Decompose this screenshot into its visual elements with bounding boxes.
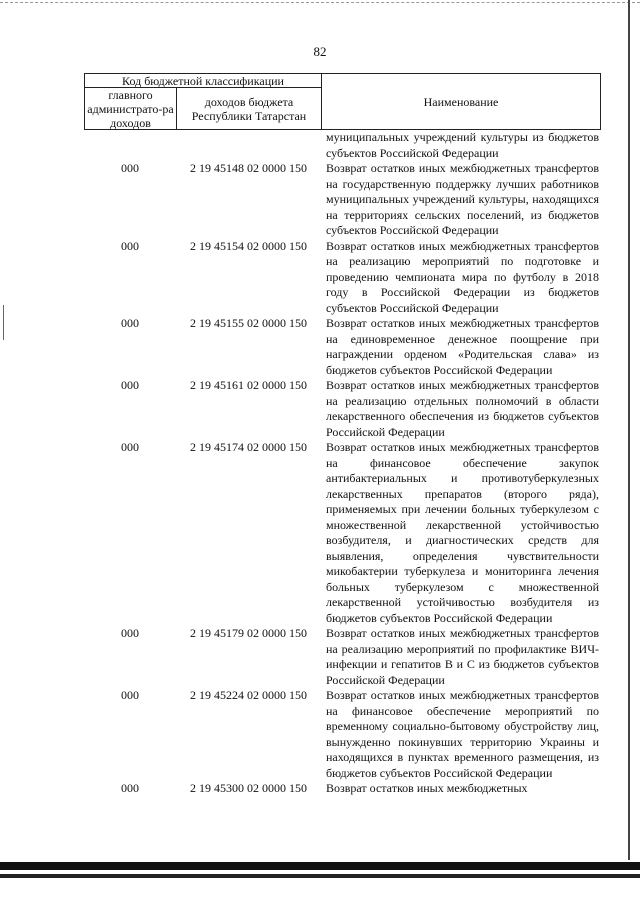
header-code-group: Код бюджетной классификации [85,74,322,88]
table-row [84,781,601,797]
income-code: 2 19 45300 02 0000 150 [190,781,307,795]
table-row [84,688,601,781]
income-code: 2 19 45179 02 0000 150 [190,626,307,640]
continuation-row [84,130,601,161]
header-name-column: Наименование [423,94,499,109]
row-name: Возврат остатков иных межбюджетных [326,781,528,795]
row-name: Возврат остатков иных межбюджетных трансфертов на реализацию мероприятий по подготовке и проведению чемпионата мира по футболу в 2018 году в Российской Федерации из бюджетов субъектов Российской Федерации [326,238,599,315]
income-code: 2 19 45174 02 0000 150 [190,440,307,454]
admin-code: 000 [121,161,139,175]
income-code: 2 19 45224 02 0000 150 [190,688,307,702]
table-row [84,239,601,317]
admin-code: 000 [121,238,139,253]
row-name: Возврат остатков иных межбюджетных трансфертов на финансовое обеспечение закупок антибактериальных и противотуберкулезных лекарственных препаратов (второго ряда), применяемых при лечении больных туберкулезом с множественной лекарственной устойчивостью возбудителя, и диагностических средств для выявления, определения чувствительности микобактерии туберкулеза и мониторинга лечения больных туберкулезом с множественной лекарственной устойчивостью возбудителя из бюджетов субъектов Российской Федерации [326,440,599,625]
page-number: 82 [313,44,327,59]
table-row [84,378,601,440]
scan-top-edge [0,2,640,3]
table-header [84,73,601,130]
admin-code: 000 [121,316,139,330]
income-code: 2 19 45148 02 0000 150 [190,161,307,175]
income-code: 2 19 45161 02 0000 150 [190,378,307,392]
table-row [84,316,601,378]
row-name: Возврат остатков иных межбюджетных трансфертов на реализацию мероприятий по профилактике ВИЧ-инфекции и гепатитов В и С из бюджетов субъектов Российской Федерации [326,626,599,687]
scan-bottom-band [0,862,640,870]
scan-right-edge [628,0,630,860]
scan-bottom-band-lower [0,874,640,878]
table-row [84,626,601,688]
income-code: 2 19 45155 02 0000 150 [190,316,307,330]
row-name: Возврат остатков иных межбюджетных трансфертов на государственную поддержку лучших работников муниципальных учреждений культуры, находящихся на территориях сельских поселений, из бюджетов субъектов Российской Федерации [326,161,599,237]
admin-code: 000 [121,440,139,454]
row-name: Возврат остатков иных межбюджетных трансфертов на единовременное денежное поощрение при награждении орденом «Родительская слава» из бюджетов субъектов Российской Федерации [326,316,599,377]
scan-margin-mark [3,305,4,340]
header-income-column: доходов бюджета Республики Татарстан [177,88,322,130]
table-row [84,440,601,626]
header-admin-column: главного администрато-ра доходов [85,88,177,130]
admin-code: 000 [121,781,139,795]
admin-code: 000 [121,378,139,392]
continuation-text: муниципальных учреждений культуры из бюджетов субъектов Российской Федерации [326,130,599,160]
table-row [84,161,601,239]
row-name: Возврат остатков иных межбюджетных трансфертов на финансовое обеспечение мероприятий по временному социально-бытовому обустройству лиц, вынужденно покинувших территорию Украины и находящихся в пунктах временного размещения, из бюджетов субъектов Российской Федерации [326,688,599,780]
table-body [84,130,601,797]
income-code: 2 19 45154 02 0000 150 [190,238,307,253]
admin-code: 000 [121,626,139,640]
admin-code: 000 [121,688,139,702]
row-name: Возврат остатков иных межбюджетных трансфертов на реализацию отдельных полномочий в области лекарственного обеспечения из бюджетов субъектов Российской Федерации [326,378,599,439]
